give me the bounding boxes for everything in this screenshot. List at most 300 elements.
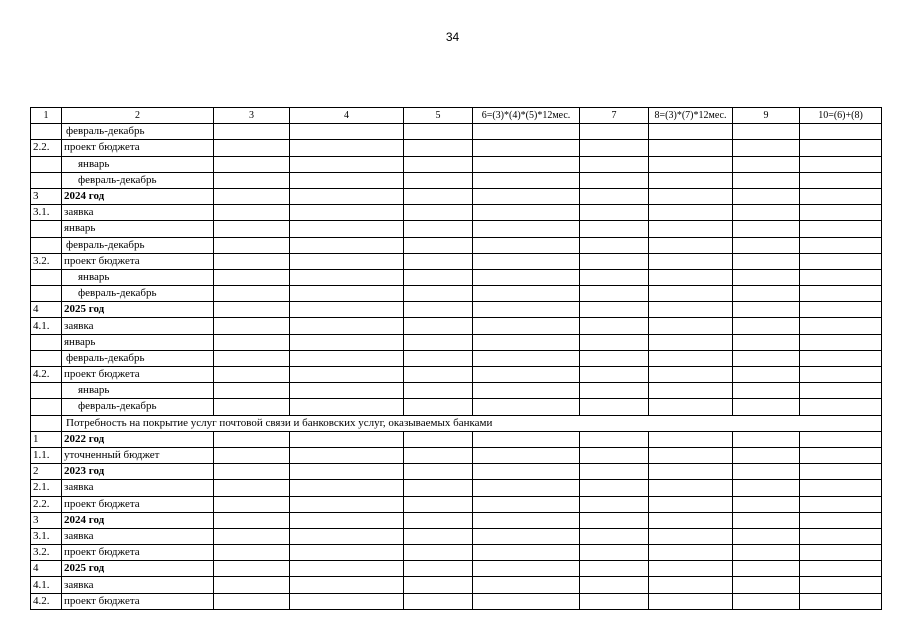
value-cell <box>473 237 580 253</box>
value-cell <box>580 156 649 172</box>
value-cell <box>649 318 733 334</box>
value-cell <box>290 253 404 269</box>
row-number-cell: 4 <box>31 302 62 318</box>
table-row <box>31 269 882 285</box>
table-row <box>31 561 882 577</box>
value-cell <box>404 496 473 512</box>
value-cell <box>580 383 649 399</box>
row-number-cell: 3.1. <box>31 205 62 221</box>
value-cell <box>473 302 580 318</box>
value-cell <box>290 318 404 334</box>
table-row <box>31 399 882 415</box>
value-cell <box>214 528 290 544</box>
value-cell <box>800 383 882 399</box>
value-cell <box>649 447 733 463</box>
row-label-cell: январь <box>62 383 214 399</box>
table-row <box>31 188 882 204</box>
row-label-cell: проект бюджета <box>62 545 214 561</box>
value-cell <box>649 253 733 269</box>
value-cell <box>290 577 404 593</box>
value-cell <box>800 269 882 285</box>
row-number-cell <box>31 221 62 237</box>
value-cell <box>214 512 290 528</box>
value-cell <box>733 350 800 366</box>
value-cell <box>733 512 800 528</box>
value-cell <box>733 447 800 463</box>
value-cell <box>290 124 404 140</box>
value-cell <box>214 464 290 480</box>
value-cell <box>580 350 649 366</box>
table-row <box>31 156 882 172</box>
page-number: 34 <box>445 30 460 44</box>
row-number-cell: 4.2. <box>31 367 62 383</box>
value-cell <box>733 269 800 285</box>
value-cell <box>800 302 882 318</box>
value-cell <box>214 172 290 188</box>
value-cell <box>649 269 733 285</box>
row-number-cell: 2 <box>31 464 62 480</box>
value-cell <box>473 512 580 528</box>
row-label-cell: 2024 год <box>62 512 214 528</box>
value-cell <box>290 431 404 447</box>
row-number-cell <box>31 383 62 399</box>
row-label-cell: 2025 год <box>62 561 214 577</box>
value-cell <box>404 399 473 415</box>
value-cell <box>580 447 649 463</box>
section-heading: Потребность на покрытие услуг почтовой связи и банковских услуг, оказываемых банками <box>62 415 882 431</box>
value-cell <box>800 431 882 447</box>
value-cell <box>214 237 290 253</box>
row-label-cell: 2025 год <box>62 302 214 318</box>
row-number-cell: 3.1. <box>31 528 62 544</box>
row-label-cell: январь <box>62 156 214 172</box>
column-header: 6=(3)*(4)*(5)*12мес. <box>473 108 580 124</box>
column-header: 5 <box>404 108 473 124</box>
value-cell <box>733 545 800 561</box>
value-cell <box>290 269 404 285</box>
table-row <box>31 124 882 140</box>
value-cell <box>473 447 580 463</box>
value-cell <box>404 156 473 172</box>
value-cell <box>473 399 580 415</box>
value-cell <box>214 318 290 334</box>
value-cell <box>404 512 473 528</box>
column-header: 1 <box>31 108 62 124</box>
value-cell <box>733 464 800 480</box>
value-cell <box>214 334 290 350</box>
value-cell <box>580 593 649 609</box>
value-cell <box>404 188 473 204</box>
value-cell <box>404 172 473 188</box>
value-cell <box>404 334 473 350</box>
value-cell <box>649 221 733 237</box>
value-cell <box>733 318 800 334</box>
value-cell <box>580 545 649 561</box>
row-number-cell: 1 <box>31 431 62 447</box>
value-cell <box>473 286 580 302</box>
value-cell <box>473 383 580 399</box>
value-cell <box>733 140 800 156</box>
row-label-cell: проект бюджета <box>62 140 214 156</box>
value-cell <box>800 367 882 383</box>
value-cell <box>290 334 404 350</box>
value-cell <box>214 480 290 496</box>
row-number-cell: 2.2. <box>31 140 62 156</box>
value-cell <box>800 528 882 544</box>
value-cell <box>214 350 290 366</box>
value-cell <box>733 286 800 302</box>
value-cell <box>290 350 404 366</box>
table-row <box>31 528 882 544</box>
row-number-cell <box>31 269 62 285</box>
value-cell <box>404 253 473 269</box>
value-cell <box>473 561 580 577</box>
value-cell <box>290 188 404 204</box>
value-cell <box>290 140 404 156</box>
value-cell <box>649 156 733 172</box>
value-cell <box>649 383 733 399</box>
value-cell <box>404 140 473 156</box>
row-label-cell: февраль-декабрь <box>62 237 214 253</box>
value-cell <box>290 302 404 318</box>
row-number-cell: 4.2. <box>31 593 62 609</box>
row-number-cell <box>31 172 62 188</box>
table-row <box>31 496 882 512</box>
table-row <box>31 140 882 156</box>
table-row <box>31 286 882 302</box>
value-cell <box>214 496 290 512</box>
value-cell <box>214 383 290 399</box>
value-cell <box>214 431 290 447</box>
value-cell <box>404 561 473 577</box>
row-label-cell: январь <box>62 334 214 350</box>
value-cell <box>800 561 882 577</box>
value-cell <box>214 302 290 318</box>
value-cell <box>473 269 580 285</box>
table-row <box>31 415 882 431</box>
value-cell <box>733 577 800 593</box>
row-label-cell: 2022 год <box>62 431 214 447</box>
value-cell <box>290 545 404 561</box>
table-row <box>31 512 882 528</box>
row-label-cell: февраль-декабрь <box>62 399 214 415</box>
table-row <box>31 464 882 480</box>
value-cell <box>290 399 404 415</box>
value-cell <box>580 188 649 204</box>
value-cell <box>290 205 404 221</box>
value-cell <box>473 205 580 221</box>
value-cell <box>290 447 404 463</box>
column-header: 3 <box>214 108 290 124</box>
value-cell <box>214 593 290 609</box>
value-cell <box>473 593 580 609</box>
value-cell <box>649 124 733 140</box>
value-cell <box>580 205 649 221</box>
value-cell <box>800 447 882 463</box>
value-cell <box>649 205 733 221</box>
value-cell <box>649 334 733 350</box>
table-row <box>31 593 882 609</box>
value-cell <box>290 480 404 496</box>
table-row <box>31 545 882 561</box>
value-cell <box>214 140 290 156</box>
value-cell <box>733 188 800 204</box>
value-cell <box>404 286 473 302</box>
value-cell <box>580 480 649 496</box>
value-cell <box>214 367 290 383</box>
value-cell <box>800 205 882 221</box>
value-cell <box>733 399 800 415</box>
value-cell <box>800 286 882 302</box>
value-cell <box>733 383 800 399</box>
value-cell <box>649 431 733 447</box>
value-cell <box>473 577 580 593</box>
value-cell <box>800 237 882 253</box>
value-cell <box>290 367 404 383</box>
value-cell <box>580 302 649 318</box>
value-cell <box>800 188 882 204</box>
value-cell <box>733 221 800 237</box>
value-cell <box>733 334 800 350</box>
value-cell <box>580 367 649 383</box>
row-label-cell: заявка <box>62 577 214 593</box>
row-number-cell <box>31 156 62 172</box>
value-cell <box>290 464 404 480</box>
row-label-cell: заявка <box>62 528 214 544</box>
value-cell <box>473 318 580 334</box>
value-cell <box>473 334 580 350</box>
table-row <box>31 221 882 237</box>
value-cell <box>290 286 404 302</box>
value-cell <box>473 253 580 269</box>
row-label-cell: проект бюджета <box>62 496 214 512</box>
column-header: 9 <box>733 108 800 124</box>
value-cell <box>404 237 473 253</box>
table-row <box>31 318 882 334</box>
value-cell <box>649 561 733 577</box>
value-cell <box>800 593 882 609</box>
row-number-cell: 1.1. <box>31 447 62 463</box>
value-cell <box>580 399 649 415</box>
value-cell <box>649 577 733 593</box>
value-cell <box>580 512 649 528</box>
value-cell <box>800 318 882 334</box>
row-number-cell: 4.1. <box>31 577 62 593</box>
value-cell <box>580 253 649 269</box>
value-cell <box>800 253 882 269</box>
value-cell <box>649 140 733 156</box>
row-label-cell: заявка <box>62 318 214 334</box>
value-cell <box>214 188 290 204</box>
row-label-cell: январь <box>62 269 214 285</box>
value-cell <box>649 237 733 253</box>
value-cell <box>404 383 473 399</box>
value-cell <box>649 188 733 204</box>
value-cell <box>473 480 580 496</box>
value-cell <box>800 545 882 561</box>
value-cell <box>733 480 800 496</box>
row-label-cell: январь <box>62 221 214 237</box>
row-label-cell: 2024 год <box>62 188 214 204</box>
value-cell <box>473 545 580 561</box>
value-cell <box>733 156 800 172</box>
value-cell <box>473 188 580 204</box>
value-cell <box>649 512 733 528</box>
table-row <box>31 205 882 221</box>
value-cell <box>473 528 580 544</box>
value-cell <box>290 593 404 609</box>
value-cell <box>733 253 800 269</box>
value-cell <box>733 124 800 140</box>
row-number-cell <box>31 399 62 415</box>
value-cell <box>580 286 649 302</box>
value-cell <box>649 496 733 512</box>
value-cell <box>580 140 649 156</box>
row-number-cell <box>31 286 62 302</box>
table-row <box>31 302 882 318</box>
table-row <box>31 383 882 399</box>
value-cell <box>214 253 290 269</box>
row-label-cell: февраль-декабрь <box>62 350 214 366</box>
row-label-cell: проект бюджета <box>62 367 214 383</box>
value-cell <box>580 496 649 512</box>
value-cell <box>649 350 733 366</box>
row-number-cell: 4 <box>31 561 62 577</box>
value-cell <box>733 593 800 609</box>
row-label-cell: февраль-декабрь <box>62 286 214 302</box>
value-cell <box>649 302 733 318</box>
value-cell <box>649 480 733 496</box>
value-cell <box>800 399 882 415</box>
row-label-cell: 2023 год <box>62 464 214 480</box>
row-number-cell: 2.1. <box>31 480 62 496</box>
value-cell <box>733 528 800 544</box>
value-cell <box>649 172 733 188</box>
row-number-cell: 3.2. <box>31 545 62 561</box>
table-row <box>31 253 882 269</box>
value-cell <box>290 496 404 512</box>
row-number-cell: 3.2. <box>31 253 62 269</box>
value-cell <box>800 124 882 140</box>
table-row <box>31 334 882 350</box>
value-cell <box>473 367 580 383</box>
value-cell <box>473 496 580 512</box>
value-cell <box>800 577 882 593</box>
value-cell <box>404 545 473 561</box>
row-number-cell <box>31 350 62 366</box>
value-cell <box>800 172 882 188</box>
value-cell <box>649 528 733 544</box>
table-row <box>31 172 882 188</box>
value-cell <box>214 205 290 221</box>
value-cell <box>214 561 290 577</box>
table-row <box>31 431 882 447</box>
column-header: 4 <box>290 108 404 124</box>
value-cell <box>473 124 580 140</box>
value-cell <box>404 367 473 383</box>
value-cell <box>473 464 580 480</box>
value-cell <box>214 545 290 561</box>
value-cell <box>290 156 404 172</box>
value-cell <box>214 124 290 140</box>
value-cell <box>580 334 649 350</box>
row-label-cell: проект бюджета <box>62 593 214 609</box>
value-cell <box>214 447 290 463</box>
value-cell <box>214 286 290 302</box>
value-cell <box>649 464 733 480</box>
value-cell <box>800 512 882 528</box>
row-number-cell: 3 <box>31 188 62 204</box>
table-row <box>31 447 882 463</box>
row-label-cell: февраль-декабрь <box>62 124 214 140</box>
value-cell <box>649 593 733 609</box>
value-cell <box>800 350 882 366</box>
table-row <box>31 237 882 253</box>
value-cell <box>580 431 649 447</box>
row-label-cell: уточненный бюджет <box>62 447 214 463</box>
value-cell <box>290 383 404 399</box>
value-cell <box>800 480 882 496</box>
row-label-cell: февраль-декабрь <box>62 172 214 188</box>
table-row <box>31 577 882 593</box>
value-cell <box>404 221 473 237</box>
value-cell <box>800 221 882 237</box>
table-row <box>31 480 882 496</box>
value-cell <box>404 577 473 593</box>
table-row <box>31 367 882 383</box>
table-body <box>31 108 882 610</box>
value-cell <box>404 528 473 544</box>
value-cell <box>404 124 473 140</box>
value-cell <box>580 528 649 544</box>
column-header: 10=(6)+(8) <box>800 108 882 124</box>
value-cell <box>404 431 473 447</box>
value-cell <box>800 496 882 512</box>
value-cell <box>733 367 800 383</box>
value-cell <box>214 269 290 285</box>
value-cell <box>580 221 649 237</box>
value-cell <box>290 221 404 237</box>
value-cell <box>733 431 800 447</box>
value-cell <box>649 367 733 383</box>
column-header-row <box>31 108 882 124</box>
value-cell <box>733 205 800 221</box>
column-header: 2 <box>62 108 214 124</box>
value-cell <box>404 205 473 221</box>
value-cell <box>473 140 580 156</box>
value-cell <box>649 286 733 302</box>
value-cell <box>404 464 473 480</box>
row-number-cell: 3 <box>31 512 62 528</box>
value-cell <box>473 431 580 447</box>
row-label-cell: проект бюджета <box>62 253 214 269</box>
value-cell <box>800 464 882 480</box>
row-label-cell: заявка <box>62 480 214 496</box>
value-cell <box>800 334 882 350</box>
value-cell <box>404 318 473 334</box>
value-cell <box>473 172 580 188</box>
row-number-cell <box>31 415 62 431</box>
value-cell <box>733 496 800 512</box>
row-label-cell: заявка <box>62 205 214 221</box>
value-cell <box>473 156 580 172</box>
value-cell <box>580 124 649 140</box>
row-number-cell <box>31 237 62 253</box>
value-cell <box>580 318 649 334</box>
row-number-cell <box>31 334 62 350</box>
value-cell <box>580 577 649 593</box>
column-header: 8=(3)*(7)*12мес. <box>649 108 733 124</box>
